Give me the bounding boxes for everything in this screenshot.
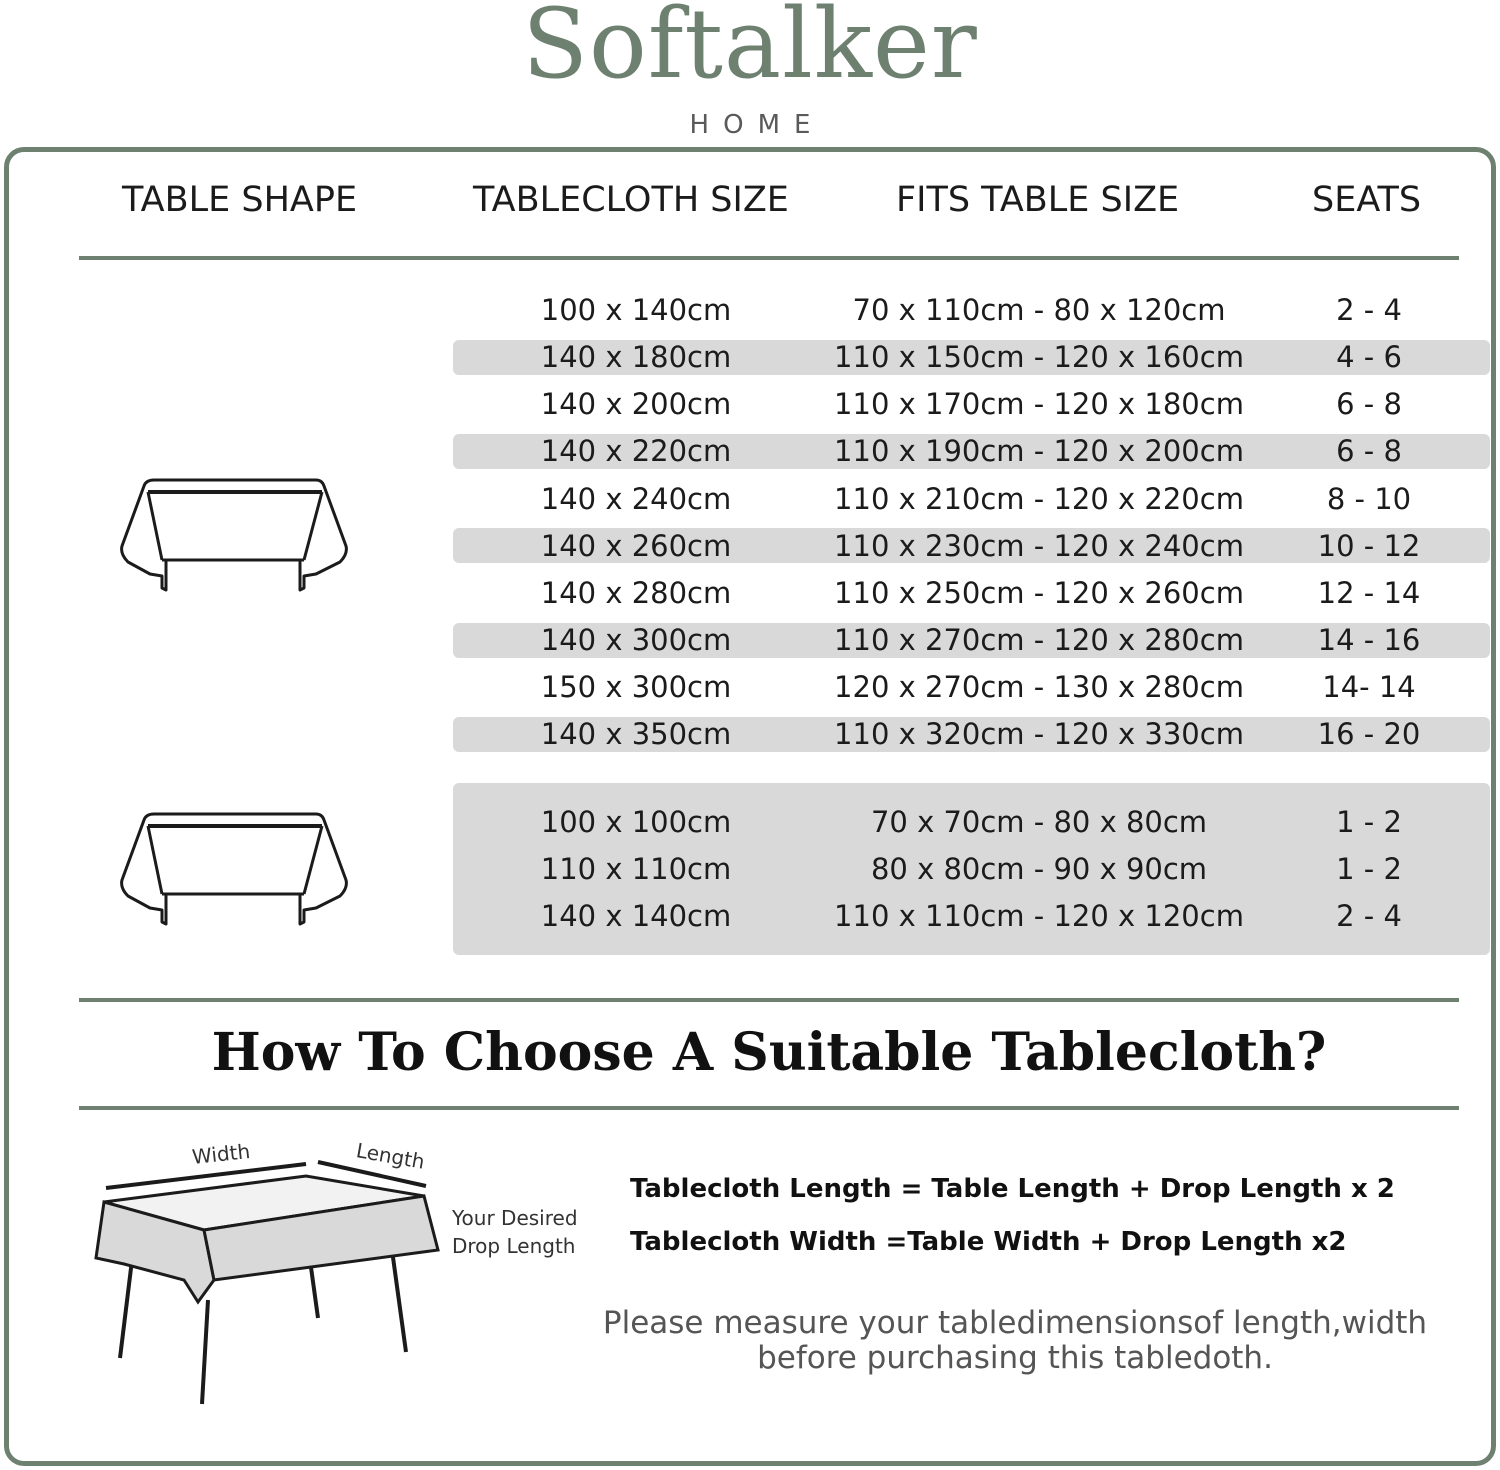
table-drawing-icon (80, 1130, 440, 1420)
square-table-icon (118, 810, 352, 934)
header-table-shape: TABLE SHAPE (122, 180, 358, 220)
measure-note-line1: Please measure your tabledimensionsof length,width (602, 1305, 1428, 1341)
table-cell-seats: 10 - 12 (1317, 529, 1421, 563)
table-cell-size: 140 x 350cm (540, 717, 732, 751)
drop-length-label-line2: Drop Length (452, 1234, 576, 1258)
table-cell-seats: 2 - 4 (1336, 899, 1402, 933)
table-cell-fits: 120 x 270cm - 130 x 280cm (834, 670, 1244, 704)
table-cell-fits: 110 x 190cm - 120 x 200cm (834, 434, 1244, 468)
table-cell-fits: 110 x 230cm - 120 x 240cm (834, 529, 1244, 563)
table-cell-size: 100 x 100cm (540, 805, 732, 839)
width-formula: Tablecloth Width =Table Width + Drop Length x2 (630, 1227, 1347, 1257)
table-cell-seats: 14- 14 (1322, 670, 1416, 704)
table-cell-seats: 14 - 16 (1317, 623, 1421, 657)
table-cell-fits: 110 x 210cm - 120 x 220cm (834, 482, 1244, 516)
length-label: Length (354, 1138, 427, 1174)
table-cell-fits: 110 x 250cm - 120 x 260cm (834, 576, 1244, 610)
header-fits-table-size: FITS TABLE SIZE (896, 180, 1180, 220)
header-divider (79, 256, 1459, 260)
table-cell-fits: 70 x 110cm - 80 x 120cm (852, 293, 1226, 327)
table-cell-fits: 110 x 150cm - 120 x 160cm (834, 340, 1244, 374)
table-cell-size: 100 x 140cm (540, 293, 732, 327)
header-seats: SEATS (1312, 180, 1422, 220)
rectangle-table-icon (118, 476, 352, 600)
table-cell-size: 140 x 220cm (540, 434, 732, 468)
table-cell-seats: 6 - 8 (1336, 387, 1402, 421)
brand-name: Softalker (522, 0, 978, 100)
table-cell-size: 150 x 300cm (540, 670, 732, 704)
table-cell-seats: 6 - 8 (1336, 434, 1402, 468)
table-cell-size: 140 x 260cm (540, 529, 732, 563)
measure-note (575, 1306, 1455, 1376)
drop-length-label-line1: Your Desired (452, 1206, 578, 1230)
table-cell-seats: 2 - 4 (1336, 293, 1402, 327)
table-cell-seats: 16 - 20 (1317, 717, 1421, 751)
table-cell-size: 140 x 180cm (540, 340, 732, 374)
length-formula: Tablecloth Length = Table Length + Drop Length x 2 (630, 1174, 1395, 1204)
table-cell-size: 140 x 240cm (540, 482, 732, 516)
table-cell-seats: 1 - 2 (1336, 805, 1402, 839)
section-divider (79, 998, 1459, 1002)
brand-tagline: HOME (689, 110, 825, 140)
header-tablecloth-size: TABLECLOTH SIZE (473, 180, 789, 220)
table-cell-size: 140 x 200cm (540, 387, 732, 421)
table-cell-fits: 110 x 170cm - 120 x 180cm (834, 387, 1244, 421)
table-cell-seats: 8 - 10 (1326, 482, 1412, 516)
guide-heading: How To Choose A Suitable Tablecloth? (211, 1022, 1327, 1083)
table-cell-size: 110 x 110cm (540, 852, 732, 886)
table-cell-size: 140 x 140cm (540, 899, 732, 933)
table-cell-seats: 12 - 14 (1317, 576, 1421, 610)
table-cell-seats: 4 - 6 (1336, 340, 1402, 374)
brand-logo (0, 0, 1500, 145)
measure-note-line2: before purchasing this tabledoth. (757, 1340, 1273, 1376)
section-divider (79, 1106, 1459, 1110)
table-cell-fits: 80 x 80cm - 90 x 90cm (870, 852, 1208, 886)
table-cell-seats: 1 - 2 (1336, 852, 1402, 886)
tablecloth-diagram (80, 1130, 578, 1424)
table-cell-fits: 70 x 70cm - 80 x 80cm (870, 805, 1208, 839)
table-cell-size: 140 x 300cm (540, 623, 732, 657)
table-cell-fits: 110 x 270cm - 120 x 280cm (834, 623, 1244, 657)
table-cell-fits: 110 x 320cm - 120 x 330cm (834, 717, 1244, 751)
table-cell-fits: 110 x 110cm - 120 x 120cm (834, 899, 1244, 933)
width-label: Width (190, 1139, 252, 1169)
table-cell-size: 140 x 280cm (540, 576, 732, 610)
